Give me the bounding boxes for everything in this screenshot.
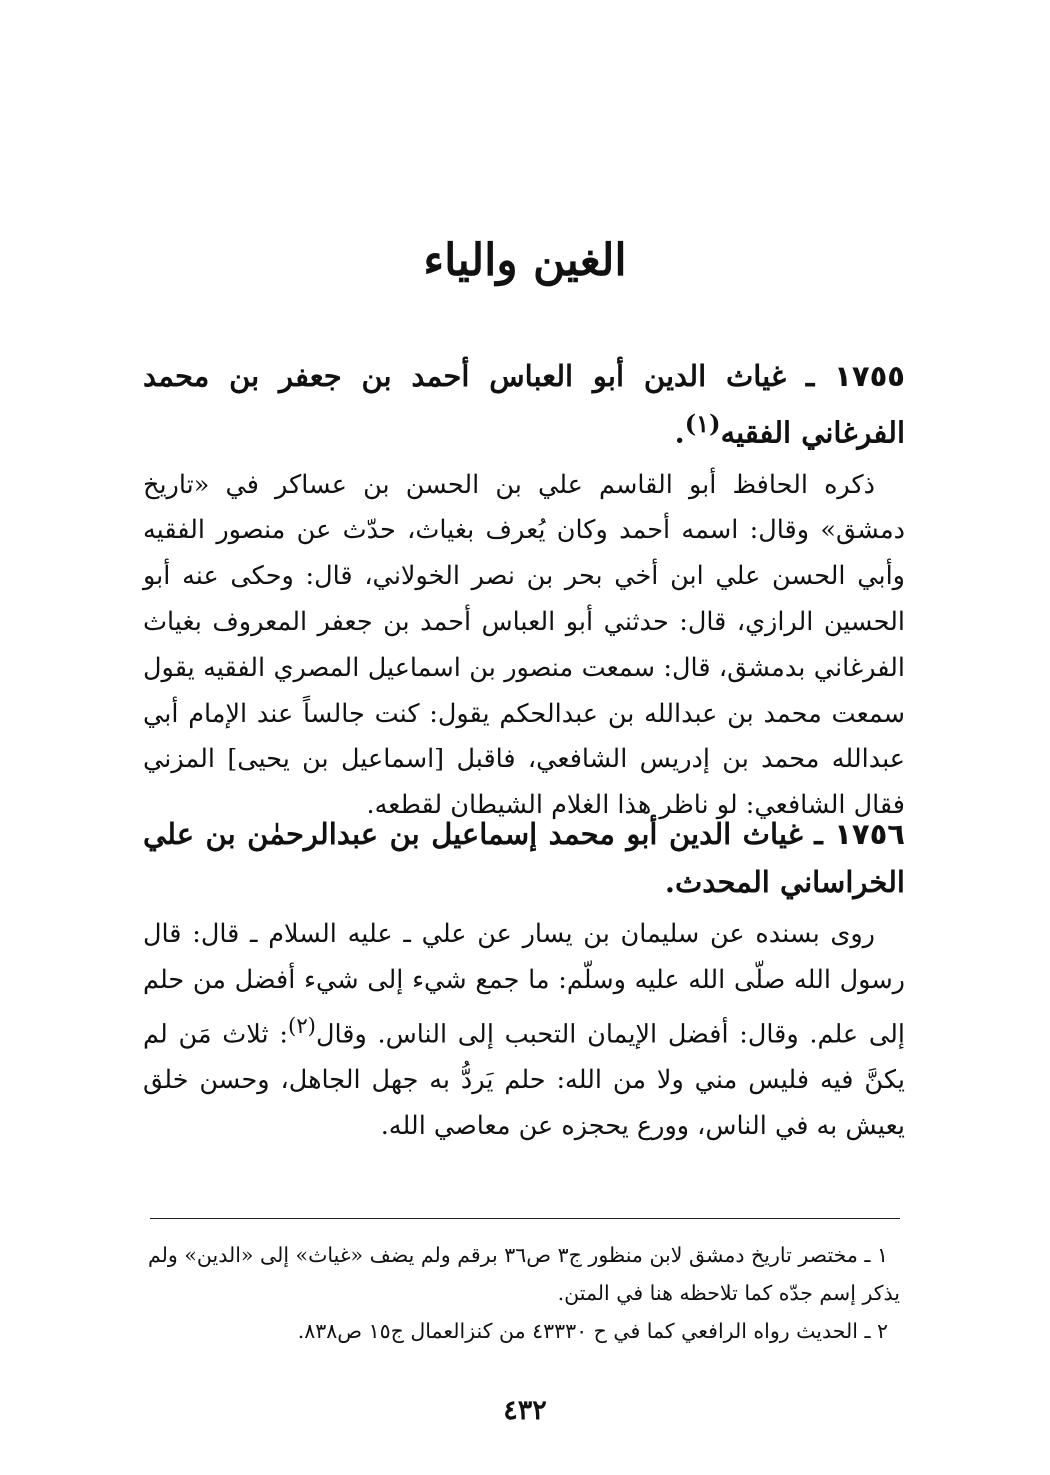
entry-1756 <box>143 810 905 1149</box>
entry-heading-text: ـ غياث الدين أبو العباس أحمد بن جعفر بن محمد الفرغاني الفقيه <box>143 359 905 450</box>
entry-body-part: روى بسنده عن سليمان بن يسار عن علي ـ عليه السلام ـ قال: قال رسول الله صلّى الله عليه وسلّم: ما جمع شيء إلى شيء أفضل من حلم إلى علم. وقال: أفضل الإيمان التحبب إلى الناس. وقال <box>143 919 905 1050</box>
footnote-2: ٢ ـ الحديث رواه الرافعي كما في ح ٤٣٣٣٠ من كنزالعمال ج١٥ ص٨٣٨. <box>297 1319 888 1343</box>
footnote-ref: (١) <box>684 409 721 438</box>
footnote-1: ١ ـ مختصر تاريخ دمشق لابن منظور ج٣ ص٣٦ برقم ولم يضف «غياث» إلى «الدين» ولم يذكر إسم جدّه كما تلاحظه هنا في المتن. <box>148 1243 900 1305</box>
entry-heading-text: ـ غياث الدين أبو محمد إسماعيل بن عبدالرحمٰن بن علي الخراساني المحدث. <box>143 817 905 899</box>
entry-number: ١٧٥٥ <box>834 359 905 393</box>
entry-number: ١٧٥٦ <box>834 817 905 851</box>
entry-1755 <box>143 352 905 829</box>
footnotes <box>148 1236 900 1350</box>
entry-heading-end: . <box>674 415 685 450</box>
page-number: ٤٣٢ <box>503 1395 547 1426</box>
chapter-title: الغين والياء <box>423 235 627 286</box>
entry-body-part: : ثلاث مَن لم يكنَّ فيه فليس مني ولا من الله: حلم يَردُّ به جهل الجاهل، وحسن خلق يعيش به في الناس، وورع يحجزه عن معاصي الله. <box>143 1019 905 1141</box>
footnote-divider <box>150 1218 900 1219</box>
footnote-ref: (٢) <box>287 1013 316 1039</box>
entry-body: ذكره الحافظ أبو القاسم علي بن الحسن بن عساكر في «تاريخ دمشق» وقال: اسمه أحمد وكان يُعرف بغياث، حدّث عن منصور الفقيه وأبي الحسن علي ابن أخي بحر بن نصر الخولاني، قال: وحكى عنه أبو الحسين الرازي، قال: حدثني أبو العباس أحمد بن جعفر المعروف بغياث الفرغاني بدمشق، قال: سمعت منصور بن اسماعيل المصري الفقيه يقول سمعت محمد بن عبدالله بن عبدالحكم يقول: كنت جالساً عند الإمام أبي عبدالله محمد بن إدريس الشافعي، فاقبل [اسماعيل بن يحيى] المزني فقال الشافعي: لو ناظر هذا الغلام الشيطان لقطعه. <box>143 469 905 821</box>
entry-heading <box>143 352 905 457</box>
entry-heading <box>143 810 905 906</box>
entry-body <box>143 912 905 1149</box>
